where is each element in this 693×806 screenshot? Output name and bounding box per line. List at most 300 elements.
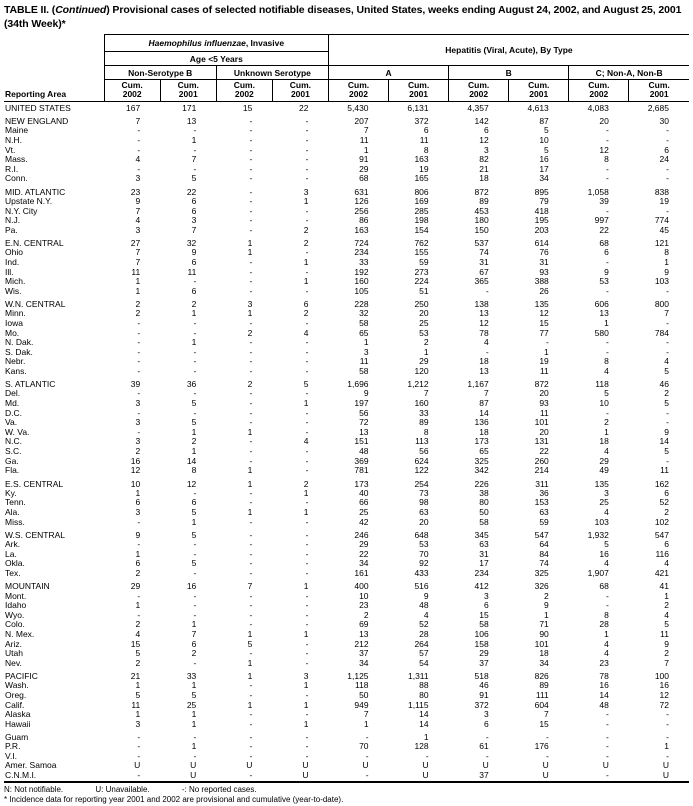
value-cell: 18 <box>539 648 549 659</box>
value-cell: 70 <box>419 549 429 559</box>
value-cell: 1 <box>191 517 197 527</box>
value-cell: 173 <box>354 478 369 489</box>
value-cell: 36 <box>186 379 197 390</box>
value-cell: - <box>249 568 253 578</box>
value-cell: 6 <box>483 600 489 611</box>
value-cell: 18 <box>599 437 609 447</box>
value-cell: 9 <box>544 600 549 611</box>
col-header-cum-2002: Cum. 2002 <box>104 80 160 102</box>
value-cell: 6 <box>135 498 141 508</box>
value-cell: - <box>606 408 609 418</box>
row-label: UNITED STATES <box>4 102 104 114</box>
value-cell: 1 <box>135 709 141 720</box>
value-cell: 15 <box>539 719 549 729</box>
value-cell: - <box>305 539 309 550</box>
value-cell: - <box>137 591 141 601</box>
row-label: Vt. <box>5 145 16 155</box>
value-cell: 4 <box>604 559 609 569</box>
value-cell: 5 <box>544 145 549 155</box>
value-cell: - <box>249 126 253 136</box>
value-cell: 74 <box>479 248 489 258</box>
value-cell: 7 <box>664 309 669 319</box>
value-cell: 24 <box>659 154 669 165</box>
value-cell: 6 <box>664 145 669 155</box>
value-cell: 1 <box>303 629 309 639</box>
value-cell: - <box>305 568 309 578</box>
value-cell: 93 <box>539 267 549 277</box>
value-cell: 1 <box>544 347 549 357</box>
value-cell: 228 <box>354 299 369 310</box>
value-cell: 65 <box>479 446 489 457</box>
value-cell: 121 <box>654 238 669 249</box>
value-cell: 5 <box>664 398 669 409</box>
value-cell: 2 <box>191 299 197 310</box>
value-cell: - <box>305 751 309 761</box>
row-label: P.R. <box>5 742 21 752</box>
value-cell: 604 <box>534 700 549 710</box>
value-cell: - <box>137 126 141 136</box>
value-cell: - <box>606 732 609 742</box>
value-cell: - <box>193 357 197 367</box>
value-cell: 66 <box>359 498 369 508</box>
value-cell: 1 <box>664 742 669 752</box>
value-cell: U <box>302 761 309 771</box>
value-cell: - <box>249 681 253 691</box>
row-label: Okla. <box>5 559 25 569</box>
value-cell: 23 <box>599 658 609 668</box>
value-cell: 326 <box>534 581 549 592</box>
value-cell: 949 <box>354 700 369 710</box>
value-cell: 2 <box>664 507 669 518</box>
value-cell: 9 <box>664 427 669 437</box>
table-row <box>4 456 689 466</box>
value-cell: 1 <box>303 488 309 498</box>
value-cell: - <box>249 529 253 540</box>
row-label: Nebr. <box>5 357 26 367</box>
value-cell: - <box>305 709 309 720</box>
row-label: N.J. <box>5 215 21 226</box>
value-cell: 180 <box>474 215 489 226</box>
value-cell: 264 <box>414 639 429 649</box>
table-row <box>4 328 689 338</box>
value-cell: 7 <box>135 116 141 127</box>
value-cell: - <box>137 145 141 155</box>
value-cell: 28 <box>419 629 429 639</box>
value-cell: 14 <box>186 456 197 466</box>
col-header-cum-2002: Cum. 2002 <box>216 80 272 102</box>
value-cell: 20 <box>599 116 609 127</box>
table-row <box>4 700 689 710</box>
value-cell: 372 <box>474 700 489 710</box>
value-cell: 3 <box>483 709 489 720</box>
value-cell: 1 <box>303 276 309 287</box>
value-cell: 5 <box>191 174 197 184</box>
value-cell: 421 <box>654 568 669 578</box>
table-row <box>4 447 689 457</box>
value-cell: 27 <box>130 238 141 249</box>
value-cell: 9 <box>191 248 197 258</box>
value-cell: - <box>305 135 309 146</box>
value-cell: - <box>305 529 309 540</box>
footnotes <box>4 785 689 806</box>
value-cell: 1 <box>135 549 141 559</box>
value-cell: - <box>137 389 141 399</box>
value-cell: 1 <box>247 507 253 518</box>
table-row <box>4 408 689 418</box>
value-cell: 8 <box>423 427 429 437</box>
value-cell: 13 <box>359 427 369 437</box>
row-label: Hawaii <box>5 719 31 729</box>
value-cell: - <box>249 408 253 418</box>
row-label: E.N. CENTRAL <box>5 238 64 249</box>
value-cell: 1,932 <box>587 529 609 540</box>
value-cell: 256 <box>354 206 369 216</box>
value-cell: 9 <box>135 529 141 540</box>
row-label: Ga. <box>5 456 19 466</box>
table-row <box>4 347 689 357</box>
value-cell: 11 <box>187 267 197 277</box>
value-cell: 70 <box>359 742 369 752</box>
value-cell: - <box>193 389 197 399</box>
value-cell: - <box>305 549 309 559</box>
value-cell: 1,167 <box>467 379 489 390</box>
value-cell: U <box>422 761 429 771</box>
value-cell: - <box>249 517 253 527</box>
value-cell: 516 <box>414 581 429 592</box>
value-cell: 4 <box>135 215 141 226</box>
value-cell: 100 <box>654 671 669 682</box>
value-cell: 135 <box>534 299 549 310</box>
row-label: Ark. <box>5 539 21 550</box>
value-cell: - <box>249 357 253 367</box>
value-cell: 22 <box>272 102 328 114</box>
value-cell: - <box>249 116 253 127</box>
value-cell: U <box>389 771 449 782</box>
value-cell: - <box>606 751 609 761</box>
value-cell: 3 <box>135 437 141 447</box>
value-cell: - <box>305 610 309 620</box>
row-label: Amer. Samoa <box>5 761 57 771</box>
value-cell: 68 <box>599 238 609 249</box>
row-label: Fla. <box>5 465 20 476</box>
row-label: V.I. <box>5 751 17 761</box>
value-cell: 1,212 <box>407 379 429 390</box>
value-cell: 2 <box>135 446 141 457</box>
col-header-cum-2001: Cum. 2001 <box>629 80 689 102</box>
value-cell: - <box>193 488 197 498</box>
value-cell: 21 <box>479 164 489 174</box>
value-cell: - <box>137 318 141 328</box>
value-cell: 48 <box>599 700 609 710</box>
table-row <box>4 639 689 649</box>
value-cell: 6 <box>191 286 197 296</box>
value-cell: 388 <box>534 276 549 287</box>
value-cell: 12 <box>186 478 197 489</box>
value-cell: - <box>485 347 489 357</box>
value-cell: - <box>485 751 489 761</box>
value-cell: - <box>305 456 309 466</box>
value-cell: - <box>249 742 253 752</box>
value-cell: 1 <box>191 681 197 691</box>
value-cell: 56 <box>359 408 369 418</box>
col-header-cum-2001: Cum. 2001 <box>389 80 449 102</box>
value-cell: 518 <box>474 671 489 682</box>
value-cell: 16 <box>186 581 197 592</box>
value-cell: 34 <box>539 174 549 184</box>
value-cell: 6 <box>191 206 197 216</box>
value-cell: - <box>137 366 141 376</box>
value-cell: - <box>193 549 197 559</box>
value-cell: 10 <box>359 591 369 601</box>
value-cell: 7 <box>664 658 669 668</box>
value-cell: 39 <box>599 196 609 206</box>
table-row <box>4 569 689 579</box>
value-cell: 1,125 <box>347 671 369 682</box>
value-cell: - <box>193 126 197 136</box>
value-cell: 38 <box>479 488 489 498</box>
value-cell: 250 <box>414 299 429 310</box>
value-cell: 82 <box>479 154 489 165</box>
row-label: Md. <box>5 398 20 409</box>
value-cell: 13 <box>479 366 489 376</box>
value-cell: 4 <box>483 337 489 348</box>
value-cell: 53 <box>419 539 429 550</box>
value-cell: 2,685 <box>629 102 689 114</box>
value-cell: 98 <box>419 498 429 508</box>
value-cell: - <box>193 568 197 578</box>
value-cell: 50 <box>479 507 489 518</box>
table-row <box>4 489 689 499</box>
row-label: R.I. <box>5 164 19 174</box>
value-cell: 37 <box>359 648 369 659</box>
value-cell: 1 <box>191 709 197 720</box>
value-cell: - <box>193 366 197 376</box>
value-cell: 1 <box>303 257 309 267</box>
value-cell: 606 <box>594 299 609 310</box>
value-cell: 8 <box>423 145 429 155</box>
value-cell: - <box>485 732 489 742</box>
value-cell: 11 <box>539 408 549 418</box>
row-label: Ind. <box>5 257 20 267</box>
value-cell: 2 <box>135 309 141 319</box>
value-cell: - <box>249 186 253 197</box>
value-cell: 165 <box>414 174 429 184</box>
value-cell: - <box>137 742 141 752</box>
col-hepatitis-b: B <box>449 66 569 80</box>
value-cell: 65 <box>359 328 369 338</box>
table-row <box>4 277 689 287</box>
value-cell: 2 <box>664 389 669 399</box>
value-cell: 4 <box>604 446 609 457</box>
value-cell: 5,430 <box>328 102 388 114</box>
value-cell: 32 <box>359 309 369 319</box>
haemophilus-name: Haemophilus influenzae <box>148 38 246 49</box>
col-hepatitis-c: C; Non-A, Non-B <box>569 66 689 80</box>
value-cell: 1 <box>247 427 253 437</box>
value-cell: 1 <box>604 629 609 639</box>
value-cell: - <box>193 145 197 155</box>
row-label: W.S. CENTRAL <box>5 529 65 540</box>
value-cell: 6 <box>423 126 429 136</box>
value-cell: 12 <box>479 135 489 146</box>
value-cell: 151 <box>354 437 369 447</box>
value-cell: 1 <box>135 276 141 287</box>
value-cell: - <box>249 446 253 457</box>
value-cell: 1 <box>423 732 429 742</box>
value-cell: 22 <box>359 549 369 559</box>
value-cell: 4 <box>664 610 669 620</box>
value-cell: 50 <box>359 690 369 700</box>
value-cell: 52 <box>419 620 429 630</box>
value-cell: - <box>305 145 309 155</box>
value-cell: - <box>305 498 309 508</box>
value-cell: U <box>246 761 253 771</box>
value-cell: - <box>249 318 253 328</box>
value-cell: 89 <box>539 681 549 691</box>
value-cell: 29 <box>359 539 369 550</box>
value-cell: 214 <box>534 465 549 476</box>
row-label: Iowa <box>5 318 23 328</box>
value-cell: 101 <box>534 639 549 649</box>
value-cell: 1 <box>135 286 141 296</box>
value-cell: - <box>249 456 253 466</box>
table-row <box>4 216 689 226</box>
value-cell: 13 <box>359 629 369 639</box>
value-cell: 160 <box>414 398 429 409</box>
value-cell: 1 <box>191 427 197 437</box>
value-cell: - <box>305 116 309 127</box>
value-cell: 11 <box>359 357 369 367</box>
value-cell: - <box>305 742 309 752</box>
row-label: Nev. <box>5 658 22 668</box>
value-cell: 68 <box>599 581 609 592</box>
value-cell: - <box>305 154 309 165</box>
value-cell: 4,083 <box>569 102 629 114</box>
value-cell: 78 <box>599 671 609 682</box>
row-label: Wis. <box>5 286 22 296</box>
value-cell: 1 <box>247 238 253 249</box>
value-cell: - <box>425 751 429 761</box>
value-cell: 1 <box>303 681 309 691</box>
value-cell: 53 <box>599 276 609 287</box>
value-cell: 724 <box>354 238 369 249</box>
value-cell: 150 <box>474 225 489 235</box>
row-label: La. <box>5 549 17 559</box>
value-cell: 203 <box>534 225 549 235</box>
value-cell: 80 <box>479 498 489 508</box>
value-cell: 9 <box>135 196 141 206</box>
value-cell: - <box>137 337 141 348</box>
value-cell: 2 <box>135 299 141 310</box>
value-cell: 1 <box>135 681 141 691</box>
value-cell: - <box>216 771 272 782</box>
value-cell: 33 <box>359 257 369 267</box>
value-cell: - <box>305 648 309 659</box>
value-cell: 25 <box>599 498 609 508</box>
value-cell: 173 <box>474 437 489 447</box>
row-label: Ohio <box>5 248 23 258</box>
value-cell: 2 <box>303 225 309 235</box>
value-cell: 33 <box>186 671 197 682</box>
value-cell: 3 <box>191 215 197 226</box>
reporting-area-header: Reporting Area <box>4 35 104 102</box>
value-cell: 6 <box>483 126 489 136</box>
value-cell: 13 <box>479 309 489 319</box>
table-row <box>4 498 689 508</box>
value-cell: 8 <box>604 610 609 620</box>
value-cell: 4 <box>303 437 309 447</box>
value-cell: - <box>606 126 609 136</box>
table-row <box>4 165 689 175</box>
value-cell: 365 <box>474 276 489 287</box>
row-label: N.Y. City <box>5 206 38 216</box>
table-row <box>4 649 689 659</box>
value-cell: - <box>249 347 253 357</box>
value-cell: 93 <box>539 398 549 409</box>
value-cell: 3 <box>135 398 141 409</box>
value-cell: 234 <box>354 248 369 258</box>
value-cell: - <box>104 771 160 782</box>
value-cell: 198 <box>414 215 429 226</box>
title-line1: TABLE II. (Continued) Provisional cases of selected notifiable diseases, United States, weeks ending August 24, 2002, and August 25, 2001 <box>4 4 682 16</box>
value-cell: 92 <box>419 559 429 569</box>
value-cell: 53 <box>419 328 429 338</box>
col-subgroup-age: Age <5 Years <box>104 52 328 66</box>
value-cell: - <box>193 328 197 338</box>
table-row <box>4 267 689 277</box>
table-row <box>4 681 689 691</box>
value-cell: 19 <box>419 164 429 174</box>
value-cell: 7 <box>135 257 141 267</box>
value-cell: 118 <box>595 379 609 390</box>
table-row <box>4 540 689 550</box>
value-cell: U <box>602 761 609 771</box>
value-cell: 31 <box>479 257 489 267</box>
value-cell: 1 <box>303 507 309 518</box>
value-cell: - <box>305 427 309 437</box>
value-cell: 3 <box>303 186 309 197</box>
value-cell: 22 <box>539 446 549 457</box>
value-cell: - <box>249 620 253 630</box>
col-nonserotype-b: Non-Serotype B <box>104 66 216 80</box>
value-cell: 13 <box>186 116 197 127</box>
table-header <box>4 35 689 102</box>
value-cell: U <box>662 761 669 771</box>
value-cell: 5 <box>664 366 669 376</box>
value-cell: 5 <box>247 639 253 649</box>
value-cell: 16 <box>130 456 141 466</box>
value-cell: 1,311 <box>407 671 429 682</box>
table-row <box>4 418 689 428</box>
value-cell: 41 <box>659 581 669 592</box>
value-cell: - <box>666 135 669 146</box>
region-total-row <box>4 235 689 248</box>
value-cell: 1 <box>604 318 609 328</box>
table-row <box>4 559 689 569</box>
row-label: N.H. <box>5 135 22 146</box>
value-cell: 11 <box>419 135 429 146</box>
value-cell: 5 <box>135 690 141 700</box>
value-cell: 1 <box>247 309 253 319</box>
value-cell: 34 <box>359 559 369 569</box>
value-cell: 16 <box>599 681 609 691</box>
value-cell: - <box>249 488 253 498</box>
value-cell: - <box>249 732 253 742</box>
row-label: PACIFIC <box>5 671 38 682</box>
value-cell: - <box>545 337 549 348</box>
value-cell: 18 <box>479 357 489 367</box>
value-cell: 1,058 <box>587 186 609 197</box>
